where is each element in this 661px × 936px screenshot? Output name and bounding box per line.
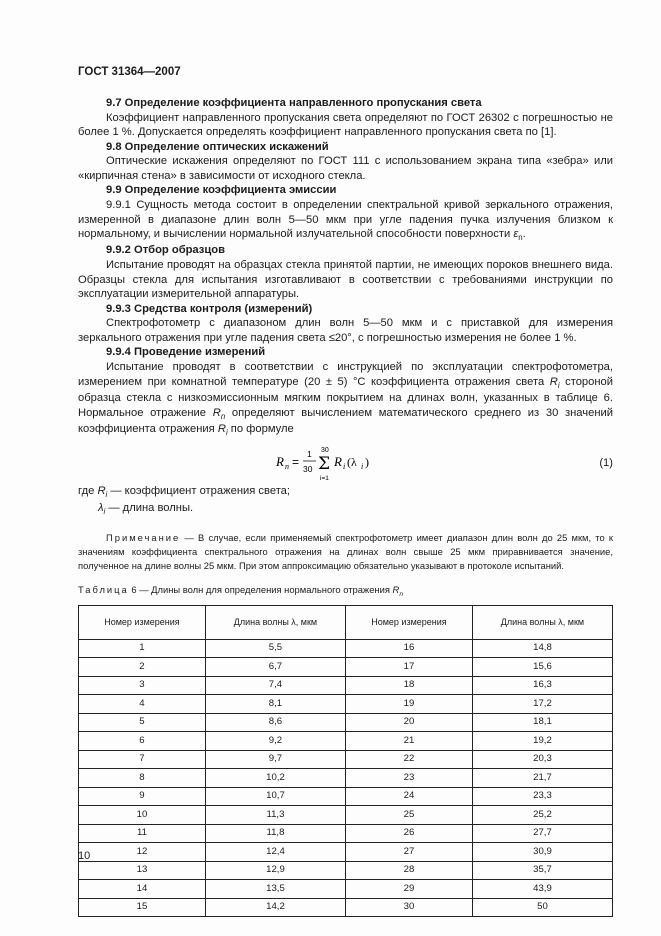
table-cell: 35,7 [472, 861, 612, 880]
table-label: Таблица [78, 583, 129, 595]
table-cell: 11,3 [205, 806, 345, 825]
table-cell: 8 [79, 769, 206, 788]
table-header-cell: Длина волны λ, мкм [205, 605, 345, 639]
table-cell: 2 [79, 658, 206, 677]
section-9-9-1-body: 9.9.1 Сущность метода состоит в определении спектральной кривой зеркального отражения, измеренной в диапазоне длин волн 5—50 мкм при угле падения пучка излучения близком к нормальному, и вычислении нормальной излучательной способности поверхности [78, 198, 613, 241]
table-caption-text: 6 — Длины волн для определения нормального отражения [128, 583, 393, 595]
symbol-i-sub: i [557, 380, 560, 390]
page-number: 10 [78, 850, 91, 862]
table-cell: 18,1 [472, 713, 612, 732]
table-row [79, 787, 613, 806]
text-part-3: определяют вычислением математического среднего из 30 значений коэффициента отражения [78, 406, 613, 435]
table-cell: 6,7 [205, 658, 345, 677]
table-cell: 16,3 [472, 676, 612, 695]
table-cell: 19 [345, 695, 472, 714]
table-header-cell: Номер измерения [345, 605, 472, 639]
symbol-n-sub: n [220, 411, 226, 421]
formula-sigma: Σ [318, 454, 331, 475]
table-header-cell: Длина волны λ, мкм [472, 605, 612, 639]
formula-block [78, 438, 613, 484]
table-cell: 25 [345, 806, 472, 825]
section-9-9-4-title: 9.9.4 Проведение измерений [106, 346, 266, 359]
table-cell: 30,9 [472, 843, 612, 862]
table-row [79, 676, 613, 695]
where-ri [78, 484, 613, 500]
symbol-r: R [392, 583, 400, 595]
table-row [79, 639, 613, 658]
section-9-7-title: 9.7 Определение коэффициента направленного пропускания света [106, 97, 482, 109]
text-part-1: Испытание проводят в соответствии с инструкцией по эксплуатации спектрофотометра, измерением при комнатной температуре (20 ± 5) °С коэффициента отражения света [78, 360, 613, 388]
table-cell: 6 [79, 732, 206, 751]
text-part-4: по формуле [227, 422, 294, 435]
section-9-9-1-text: 9.9.1 Сущность метода состоит в определении спектральной кривой зеркального отражения, измеренной в диапазоне длин волн 5—50 мкм при угле падения пучка излучения близком к нормальному, и вычислении нормальной излучательной способности поверхности $\varepsilon_n$. [78, 198, 613, 243]
formula-close-paren: ) [365, 455, 369, 470]
table-cell: 21,7 [472, 769, 612, 788]
table-cell: 29 [345, 880, 472, 899]
symbol-epsilon: ε [513, 228, 519, 241]
table-cell: 1 [79, 639, 206, 658]
formula-sum-bottom: i=1 [320, 475, 329, 483]
table-row [79, 658, 613, 677]
formula-lambda-expr: (λ [347, 455, 357, 470]
where-l-text: — длина волны. [105, 501, 194, 514]
table-cell: 14 [79, 880, 206, 899]
table-row [79, 880, 613, 899]
table-row [79, 861, 613, 880]
table-caption [78, 584, 613, 599]
section-9-8-text: Оптические искажения определяют по ГОСТ 111 с использованием экрана типа «зебра» или «кирпичная стена» в зависимости от исходного стекла. [78, 155, 613, 182]
table-cell: 4 [79, 695, 206, 714]
note-paragraph [78, 531, 613, 573]
table-header-row [79, 605, 613, 639]
document-body [78, 96, 613, 917]
where-prefix: где [78, 485, 98, 498]
equation-number: (1) [599, 457, 613, 470]
table-cell: 20,3 [472, 750, 612, 769]
symbol-n-sub: n [399, 590, 403, 598]
table-cell: 9,2 [205, 732, 345, 751]
formula-ri: R [334, 454, 342, 470]
table-cell: 9,7 [205, 750, 345, 769]
table-cell: 5,5 [205, 639, 345, 658]
table-cell: 10,7 [205, 787, 345, 806]
table-row [79, 898, 613, 917]
table-cell: 7,4 [205, 676, 345, 695]
section-9-9-3-text: Спектрофотометр с диапазоном длин волн 5—50 мкм и с приставкой для измерения зеркального отражения при угле падения света ≤20°, с погрешностью измерения не более 1 %. [78, 317, 613, 344]
note-label: Примечание [106, 532, 181, 544]
symbol-r: R [217, 422, 226, 435]
table-cell: 17 [345, 658, 472, 677]
table-cell: 14,2 [205, 898, 345, 917]
table-cell: 25,2 [472, 806, 612, 825]
table-row [79, 713, 613, 732]
table-cell: 8,6 [205, 713, 345, 732]
table-cell: 30 [345, 898, 472, 917]
where-lambda [98, 501, 613, 517]
table-cell: 10 [79, 806, 206, 825]
table-cell: 17,2 [472, 695, 612, 714]
table-cell: 21 [345, 732, 472, 751]
formula-sum-top: 30 [321, 447, 329, 455]
symbol-r: R [549, 375, 558, 388]
table-cell: 27,7 [472, 824, 612, 843]
table-cell: 13 [79, 861, 206, 880]
symbol-i-sub: i [103, 507, 106, 517]
table-cell: 13,5 [205, 880, 345, 899]
symbol-i-sub: i [225, 428, 228, 438]
section-9-9-3-title: 9.9.3 Средства контроля (измерений) [106, 302, 313, 315]
table-cell: 24 [345, 787, 472, 806]
table-cell: 10,2 [205, 769, 345, 788]
table-cell: 15 [79, 898, 206, 917]
table-row [79, 732, 613, 751]
table-cell: 8,1 [205, 695, 345, 714]
section-9-8-title: 9.8 Определение оптических искажений [106, 140, 329, 153]
section-9-7-text: Коэффициент направленного пропускания света определяют по ГОСТ 26302 с погрешностью не более 1 %. Допускается определять коэффициент направленного пропускания света по [1]. [78, 111, 613, 139]
table-row [79, 843, 613, 862]
formula-rn: R [276, 454, 284, 470]
section-9-9-2-text: Испытание проводят на образцах стекла принятой партии, не имеющих пороков внешнего вида. Образцы стекла для испытания изготавливают в соответствии с требованиями инструкции по эксплуатации измерительной аппаратуры. [78, 259, 613, 301]
table-cell: 15,6 [472, 658, 612, 677]
table-cell: 26 [345, 824, 472, 843]
table-cell: 50 [472, 898, 612, 917]
formula-1 [276, 442, 406, 484]
table-cell: 14,8 [472, 639, 612, 658]
table-cell: 43,9 [472, 880, 612, 899]
table-cell: 23,3 [472, 787, 612, 806]
table-cell: 16 [345, 639, 472, 658]
table-cell: 9 [79, 787, 206, 806]
formula-equals: = [292, 455, 300, 470]
table-cell: 12,9 [205, 861, 345, 880]
note-text: — В случае, если применяемый спектрофотометр имеет диапазон длин волн до 25 мкм, то к значениям коэффициента спектрального отражения на длинах волн свыше 25 мкм приравнивается значение, полученное на длине волны 25 мкм. При этом аппроксимацию обязательно указывают в протоколе испытаний. [78, 532, 613, 572]
table-cell: 12 [79, 843, 206, 862]
table-header-cell: Номер измерения [79, 605, 206, 639]
formula-ri-sub: i [343, 462, 346, 472]
symbol-r: R [97, 485, 106, 498]
formula-numerator: 1 [307, 449, 312, 460]
document-header: ГОСТ 31364—2007 [78, 66, 181, 78]
section-9-9-4-text [78, 360, 613, 438]
section-9-9-2-title: 9.9.2 Отбор образцов [106, 244, 225, 257]
symbol-lambda: λ [98, 501, 104, 514]
formula-denominator: 30 [303, 464, 313, 475]
table-row [79, 824, 613, 843]
wavelength-table [78, 605, 613, 918]
table-cell: 12,4 [205, 843, 345, 862]
table-row [79, 695, 613, 714]
table-cell: 3 [79, 676, 206, 695]
formula-rn-sub: n [285, 462, 289, 472]
table-cell: 11,8 [205, 824, 345, 843]
symbol-n-sub: n [518, 233, 523, 243]
table-cell: 22 [345, 750, 472, 769]
table-cell: 20 [345, 713, 472, 732]
table-cell: 28 [345, 861, 472, 880]
table-cell: 7 [79, 750, 206, 769]
table-cell: 27 [345, 843, 472, 862]
formula-lambda-sub: i [361, 462, 364, 472]
section-9-9-title: 9.9 Определение коэффициента эмиссии [106, 184, 337, 197]
table-row [79, 769, 613, 788]
table-row [79, 806, 613, 825]
symbol-r: R [212, 406, 221, 419]
symbol-i-sub: i [105, 490, 108, 500]
where-r-text: — коэффициент отражения света; [107, 485, 291, 498]
table-cell: 19,2 [472, 732, 612, 751]
table-cell: 5 [79, 713, 206, 732]
table-cell: 11 [79, 824, 206, 843]
table-cell: 18 [345, 676, 472, 695]
text-part-2: стороной образца стекла с низкоэмиссионным мягким покрытием на длинах волн, указанных в таблице 6. Нормальное отражение [78, 375, 614, 419]
table-cell: 23 [345, 769, 472, 788]
table-row [79, 750, 613, 769]
